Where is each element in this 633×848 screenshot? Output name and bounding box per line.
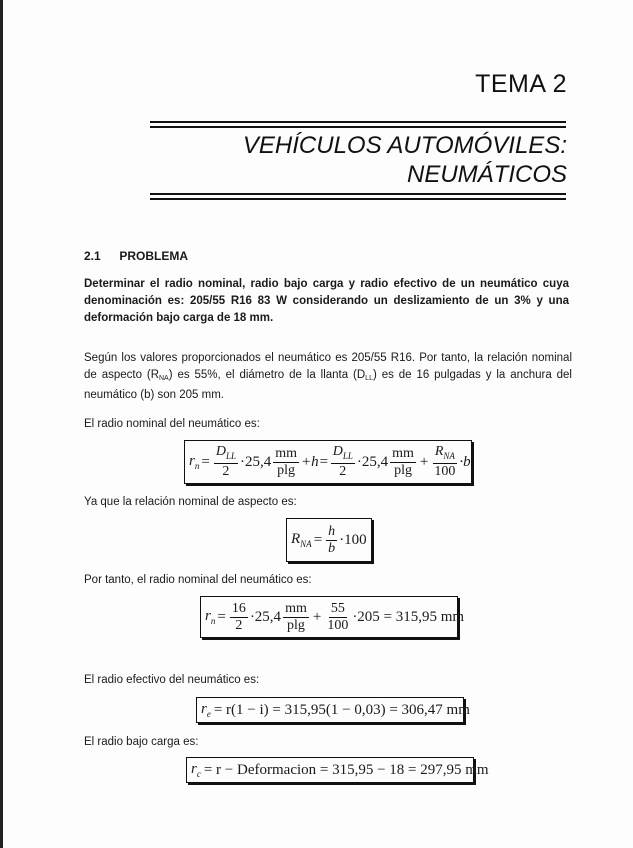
fraction: $\frac{h}{b}$ <box>328 523 336 556</box>
section-number: 2.1 <box>84 249 101 263</box>
text: ) es de 16 pulgadas y la anchura del neumático (b) son 205 mm. <box>84 369 572 401</box>
unit-fraction: $\frac{mm}{plg}$ <box>392 445 414 478</box>
factor: ·25,4 <box>239 453 272 470</box>
result: ·205 = 315,95 mm <box>352 608 465 625</box>
section-name: PROBLEMA <box>119 249 189 263</box>
eq-lhs: $r_n$ <box>205 608 216 626</box>
unit-fraction: $\frac{mm}{plg}$ <box>285 600 307 633</box>
subscript: LL <box>365 375 373 382</box>
text: ) es 55%, el diámetro de la llanta (D <box>168 369 366 381</box>
page-edge <box>0 0 3 848</box>
fraction: $\frac{D_{LL}}{2}$ <box>215 443 236 480</box>
rule <box>150 198 566 200</box>
rule <box>150 121 566 123</box>
fraction: $\frac{D_{LL}}{2}$ <box>332 443 353 480</box>
problem-statement: Determinar el radio nominal, radio bajo carga y radio efectivo de un neumático cuya denominación es: 205/55 R16 83 W considerando un deslizamiento de un 3% y una deformación bajo carga de 18 mm. <box>84 278 569 324</box>
equation-effective-radius <box>196 697 470 723</box>
eq-body: = r − Deformacion = 315,95 − 18 = 297,95 mm <box>203 761 489 778</box>
section-heading <box>84 249 188 263</box>
chapter-heading: TEMA 2 <box>475 70 567 98</box>
rule <box>150 193 566 195</box>
paragraph-data <box>84 350 572 404</box>
eq-body: = r(1 − i) = 315,95(1 − 0,03) = 306,47 mm <box>213 701 470 718</box>
factor: ·25,4 <box>249 608 282 625</box>
equation-aspect-ratio: $R_{NA}$ = $\frac{h}{b}$ ·100 <box>286 518 372 562</box>
eq-lhs: $R_{NA}$ <box>291 531 312 549</box>
equation-loaded-radius <box>186 757 489 783</box>
eq-lhs: $r_e$ <box>201 701 211 719</box>
text: Según los valores proporcionados el neumático es 205/55 R16. Por tanto, la relación nominal de aspecto (R <box>84 352 572 381</box>
unit-fraction: $\frac{mm}{plg}$ <box>275 445 297 478</box>
paragraph: El radio nominal del neumático es: <box>84 418 260 430</box>
chapter-title-line2: NEUMÁTICOS <box>406 161 567 188</box>
subscript: NA <box>159 375 169 382</box>
paragraph: El radio efectivo del neumático es: <box>84 674 260 686</box>
eq-lhs: $r_n$ <box>189 453 200 471</box>
eq-lhs: $r_c$ <box>191 761 201 779</box>
chapter-title-line1: VEHÍCULOS AUTOMÓVILES: <box>242 132 567 159</box>
equation-nominal-radius-result: $r_n$ = $\frac{16}{2}$ ·25,4 $\frac{mm}{plg}$ + $\frac{55}{100}$ ·205 = 315,95 mm <box>200 596 458 638</box>
plus-h: +h= <box>300 453 329 470</box>
factor: ·100 <box>339 531 367 548</box>
rule <box>150 126 566 128</box>
equation-nominal-radius-general: $r_n$ = $\frac{D_{LL}}{2}$ ·25,4 $\frac{mm}{plg}$ +h= $\frac{D_{LL}}{2}$ ·25,4 $\frac{mm}{plg}$ + $\frac{R_{NA}}{100}$ ·b <box>184 440 472 484</box>
factor: ·25,4 <box>356 453 389 470</box>
paragraph: Por tanto, el radio nominal del neumático es: <box>84 574 312 586</box>
fraction: $\frac{55}{100}$ <box>327 600 349 633</box>
fraction: $\frac{R_{NA}}{100}$ <box>434 443 456 480</box>
times-b: ·b <box>459 453 471 470</box>
paragraph: Ya que la relación nominal de aspecto es: <box>84 496 297 508</box>
fraction: $\frac{16}{2}$ <box>231 600 246 633</box>
paragraph: El radio bajo carga es: <box>84 736 199 748</box>
